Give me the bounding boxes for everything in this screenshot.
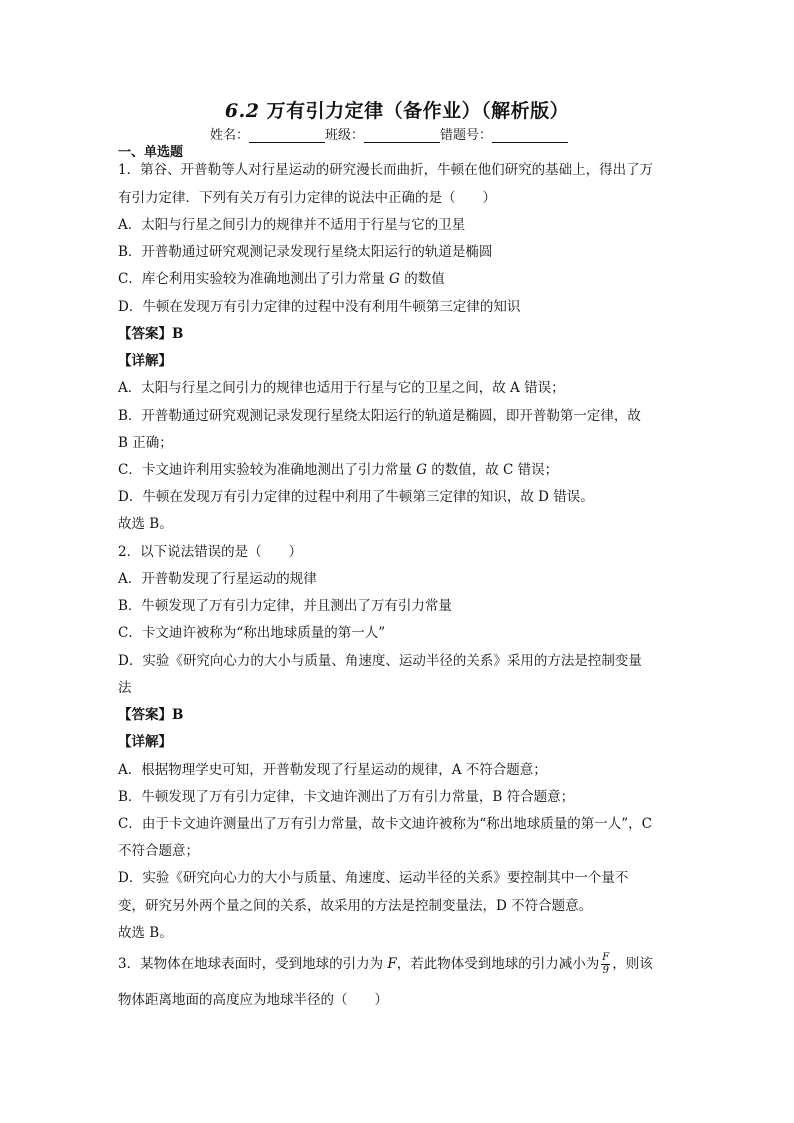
title-number: 6.2 bbox=[224, 100, 260, 122]
q1-explain-a: A．太阳与行星之间引力的规律也适用于行星与它的卫星之间，故 A 错误； bbox=[118, 380, 565, 396]
q1-explain-c-text: C．卡文迪许利用实验较为准确地测出了引力常量 bbox=[118, 462, 417, 478]
q2-stem: 2．以下说法错误的是（ ） bbox=[118, 544, 303, 560]
q2-explain-b: B．牛顿发现了万有引力定律，卡文迪许测出了万有引力常量，B 符合题意； bbox=[118, 789, 575, 805]
q1-explain-d: D．牛顿在发现万有引力定律的过程中利用了牛顿第三定律的知识，故 D 错误。 bbox=[118, 489, 594, 505]
name-label: 姓名： bbox=[210, 128, 250, 143]
q1-conclusion: 故选 B。 bbox=[118, 516, 173, 532]
wrong-number-blank bbox=[492, 128, 568, 143]
q3-stem-text-mid: ，若此物体受到地球的引力减小为 bbox=[396, 956, 600, 972]
q2-explain-a: A．根据物理学史可知，开普勒发现了行星运动的规律，A 不符合题意； bbox=[118, 762, 547, 778]
q1-option-d: D．牛顿在发现万有引力定律的过程中没有利用牛顿第三定律的知识 bbox=[118, 299, 521, 315]
q1-answer: 【答案】B bbox=[118, 326, 184, 342]
class-label: 班级： bbox=[325, 128, 365, 143]
q1-explain-c-text-end: 的数值，故 C 错误； bbox=[426, 462, 559, 478]
q1-stem-line-2: 有引力定律．下列有关万有引力定律的说法中正确的是（ ） bbox=[118, 190, 496, 206]
title-text: 万有引力定律（备作业）（解析版） bbox=[266, 100, 570, 122]
q1-explain-c-variable: G bbox=[416, 462, 427, 478]
q3-fraction bbox=[601, 953, 610, 976]
q1-explain-b-line-2: B 正确； bbox=[118, 435, 173, 451]
q2-option-d-line-2: 法 bbox=[118, 680, 132, 696]
q1-option-c-text-end: 的数值 bbox=[399, 271, 445, 287]
name-blank bbox=[249, 128, 325, 143]
q2-detail-heading: 【详解】 bbox=[118, 734, 172, 750]
q1-option-b: B．开普勒通过研究观测记录发现行星绕太阳运行的轨道是椭圆 bbox=[118, 244, 493, 260]
q1-explain-c bbox=[118, 458, 558, 478]
q3-stem-text-end: ，则该 bbox=[612, 956, 653, 972]
q1-option-c bbox=[118, 267, 445, 287]
q2-conclusion: 故选 B。 bbox=[118, 925, 173, 941]
wrong-number-label: 错题号： bbox=[440, 128, 493, 143]
q2-explain-d-line-2: 变，研究另外两个量之间的关系，故采用的方法是控制变量法，D 不符合题意。 bbox=[118, 898, 593, 914]
q3-stem-line-2: 物体距离地面的高度应为地球半径的（ ） bbox=[118, 992, 388, 1008]
q1-option-a: A．太阳与行星之间引力的规律并不适用于行星与它的卫星 bbox=[118, 217, 466, 233]
q3-fraction-numerator: F bbox=[602, 952, 610, 963]
q3-force-variable: F bbox=[387, 956, 397, 972]
q3-fraction-denominator: 9 bbox=[602, 965, 609, 976]
q1-stem-line-1: 1．第谷、开普勒等人对行星运动的研究漫长而曲折，牛顿在他们研究的基础上，得出了万 bbox=[118, 162, 654, 178]
q2-option-c: C．卡文迪许被称为“称出地球质量的第一人” bbox=[118, 625, 386, 641]
q2-option-d-line-1: D．实验《研究向心力的大小与质量、角速度、运动半径的关系》采用的方法是控制变量 bbox=[118, 653, 642, 669]
q2-option-a: A．开普勒发现了行星运动的规律 bbox=[118, 571, 317, 587]
q3-stem-text: 3．某物体在地球表面时，受到地球的引力为 bbox=[118, 956, 388, 972]
class-blank bbox=[364, 128, 440, 143]
q1-explain-b-line-1: B．开普勒通过研究观测记录发现行星绕太阳运行的轨道是椭圆，即开普勒第一定律，故 bbox=[118, 408, 641, 424]
q2-explain-c-line-2: 不符合题意； bbox=[118, 843, 199, 859]
student-info-line bbox=[210, 124, 568, 143]
q1-option-c-text: C．库仑利用实验较为准确地测出了引力常量 bbox=[118, 271, 390, 287]
q1-option-c-variable: G bbox=[389, 271, 400, 287]
q2-answer: 【答案】B bbox=[118, 707, 184, 723]
q2-explain-c-line-1: C．由于卡文迪许测量出了万有引力常量，故卡文迪许被称为“称出地球质量的第一人”，C bbox=[118, 816, 652, 832]
q1-detail-heading: 【详解】 bbox=[118, 353, 172, 369]
q3-stem-line-1 bbox=[118, 952, 653, 976]
q2-explain-d-line-1: D．实验《研究向心力的大小与质量、角速度、运动半径的关系》要控制其中一个量不 bbox=[118, 870, 629, 886]
section-heading: 一、单选题 bbox=[118, 145, 184, 160]
q2-option-b: B．牛顿发现了万有引力定律，并且测出了万有引力常量 bbox=[118, 598, 452, 614]
page-title bbox=[0, 96, 794, 123]
